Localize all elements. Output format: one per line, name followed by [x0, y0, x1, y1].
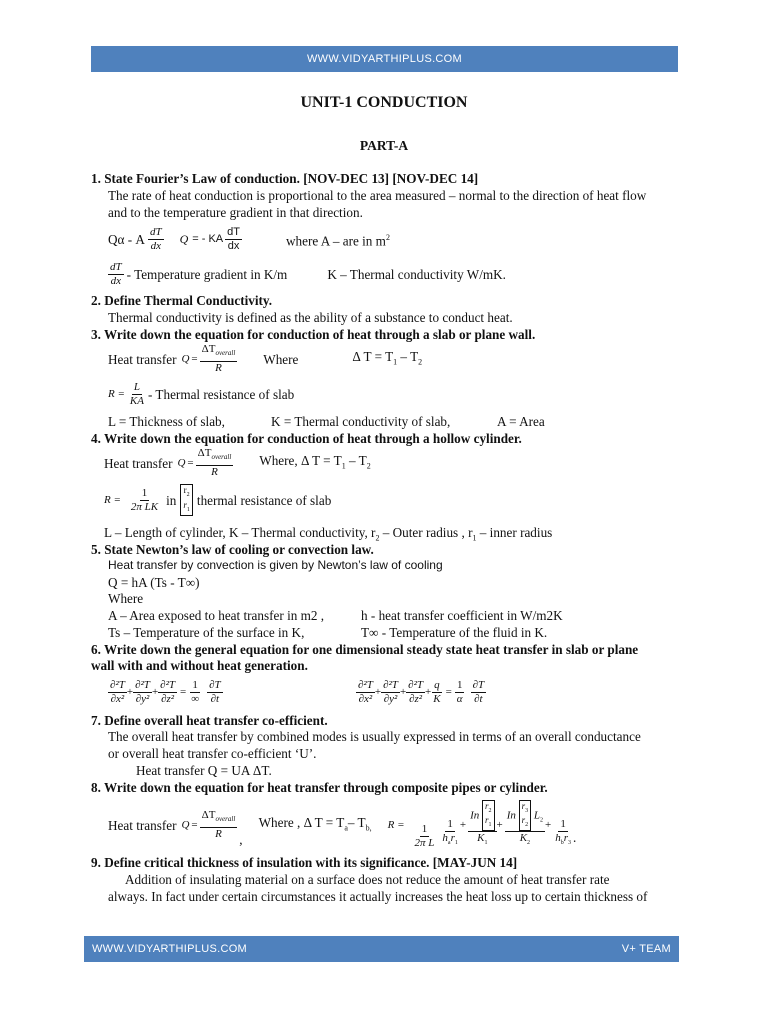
- q5-line1: Heat transfer by convection is given by Newton’s law of cooling: [108, 558, 443, 572]
- q1-gradient-line: [108, 258, 506, 290]
- q4-thermal-res-text: thermal resistance of slab: [196, 492, 332, 508]
- q6-frac-zz-2: $\frac{\text{∂²T}}{\text{∂z²}}$: [408, 678, 424, 705]
- q1-question: State Fourier’s Law of conduction. [NOV-DEC 13] [NOV-DEC 14]: [104, 171, 479, 186]
- q1-gradient-text: - Temperature gradient in K/m: [126, 266, 288, 282]
- q6-eq-without-gen: $\frac{\text{∂²T}}{\text{∂x²}}$ + $\frac{\text{∂²T}}{\text{∂y²}}$ + $\frac{\text{∂²T}}{\text{∂z²}}$ = $\frac{1}{\infty}$ $\frac{\partial T}{\partial t}$: [110, 678, 221, 705]
- q3-resistance: R = $\frac{L}{KA}$ - Thermal resistance of slab: [108, 380, 295, 407]
- q8-frac-k2: In $r_3$ $r_2$ $L_2$ $K_2$: [506, 800, 544, 847]
- q1-frac-dtdx: $\frac{dT}{dx}$: [149, 225, 162, 252]
- q5-heading: 5. State Newton’s law of cooling or convection law.: [91, 542, 374, 557]
- q9-line2: always. In fact under certain circumstances it actually increases the heat loss up to certain thickness of: [108, 889, 648, 904]
- q4-heat-transfer-label: Heat transfer: [104, 455, 173, 471]
- q8-equation: Heat transfer Q = $\frac{\Delta T_{overall}}{R}$ , Where , Δ $T = T_a-$ $T_{b,}$ R = $\frac{1}{\text{2π L}}$ $\frac{1}{h_ar_1}$ + In $r_2$ $r_1$ $K_1$ + In $r_3$ $r_2$ $L_2$ $K_2$ + $\frac{1}{h_br_3}$ .: [108, 800, 577, 849]
- q2-heading: 2. Define Thermal Conductivity.: [91, 293, 273, 308]
- q5-line2: Q = hA (Ts - T∞): [108, 575, 200, 590]
- q6-frac-xx-2: $\frac{\text{∂²T}}{\text{∂x²}}$: [358, 678, 373, 705]
- q9-heading: 9. Define critical thickness of insulation with its significance. [MAY-JUN 14]: [91, 855, 518, 870]
- q6-frac-yy-2: $\frac{\text{∂²T}}{\text{∂y²}}$: [383, 678, 398, 705]
- q8-frac-hb: $\frac{1}{h_br_3}$: [555, 817, 572, 846]
- q8-frac-ha: $\frac{1}{h_ar_1}$: [442, 817, 458, 846]
- q4-defs: L – Length of cylinder, K – Thermal conductivity, $r_2$ – Outer radius , $r_1$ – inner radius: [104, 525, 553, 543]
- q7-line1: The overall heat transfer by combined modes is usually expressed in terms of an overall conductance: [108, 729, 641, 744]
- q8-frac-one-2pil: $\frac{1}{\text{2π L}}$: [414, 823, 435, 849]
- q8-where: Where , Δ $T = T_a-$ $T_{b,}$: [258, 814, 372, 833]
- q6-eq-with-gen: $\frac{\text{∂²T}}{\text{∂x²}}$ + $\frac{\text{∂²T}}{\text{∂y²}}$ + $\frac{\text{∂²T}}{\text{∂z²}}$ + $\frac{q}{K}$ = $\frac{1}{\alpha}$ $\frac{\partial T}{\partial t}$: [358, 678, 485, 705]
- q2-answer: Thermal conductivity is defined as the ability of a substance to conduct heat.: [108, 310, 513, 325]
- q4-frac-one-2pilk: $\frac{1}{\text{2π LK}}$: [130, 486, 159, 513]
- q1-k-def: K – Thermal conductivity W/mK.: [327, 266, 506, 282]
- q4-equation: Heat transfer Q = $\frac{\Delta T_{overall}}{R}$ Where, Δ $T = T_1 - T_2$: [104, 447, 371, 478]
- q4-ratio-bracket: $r_2$ $r_1$: [180, 484, 193, 516]
- q3-thermal-res-text: - Thermal resistance of slab: [147, 386, 295, 402]
- q4-frac-dt-r: $\frac{\Delta T_{overall}}{R}$: [197, 447, 232, 478]
- q1-answer-line1: The rate of heat conduction is proportional to the area measured – normal to the direction of heat flow: [108, 188, 647, 203]
- q6-frac-zz: $\frac{\text{∂²T}}{\text{∂z²}}$: [160, 678, 176, 705]
- q4-heading: 4. Write down the equation for conduction of heat through a hollow cylinder.: [91, 431, 522, 446]
- q8-frac-dt-r: $\frac{\Delta T_{overall}}{R}$: [201, 809, 236, 840]
- q4-resistance: R = $\frac{1}{\text{2π LK}}$ in $r_2$ $r_1$ thermal resistance of slab: [104, 481, 331, 519]
- footer-banner: [84, 936, 679, 962]
- q6-frac-dtdt: $\frac{\partial T}{\partial t}$: [209, 678, 221, 705]
- page-title: UNIT-1 CONDUCTION: [300, 94, 468, 111]
- q1-frac-dtdx-2: $\frac{dT}{dx}$: [227, 225, 240, 252]
- q7-line2: or overall heat transfer co-efficient ‘U’.: [108, 746, 317, 761]
- q6-frac-dtdt-2: $\frac{\partial T}{\partial t}$: [472, 678, 485, 705]
- q3-where: Where: [263, 351, 299, 367]
- q6-frac-one-alpha: $\frac{1}{\alpha}$: [456, 678, 463, 705]
- q6-frac-xx: $\frac{\text{∂²T}}{\text{∂x²}}$: [110, 678, 125, 705]
- q6-heading-line2: wall with and without heat generation.: [91, 658, 308, 673]
- q1-frac-gradient: $\frac{dT}{dx}$: [110, 260, 122, 287]
- q6-frac-yy: $\frac{\text{∂²T}}{\text{∂y²}}$: [135, 678, 150, 705]
- q7-heading: 7. Define overall heat transfer co-efficient.: [91, 713, 328, 728]
- footer-site-link[interactable]: WWW.VIDYARTHIPLUS.COM: [92, 942, 248, 955]
- q5-line5a: Ts – Temperature of the surface in K,: [108, 625, 305, 640]
- q3-k-def: K = Thermal conductivity of slab,: [271, 414, 451, 429]
- q3-heading: 3. Write down the equation for conduction of heat through a slab or plane wall.: [91, 327, 536, 342]
- q1-eq-ka: = - KA: [192, 232, 224, 245]
- q1-where: where A – are in $m^2$: [285, 232, 390, 249]
- q5-line4b: h - heat transfer coefficient in W/m2K: [361, 608, 563, 623]
- q8-frac-k1: In $r_2$ $r_1$ $K_1$: [468, 800, 496, 851]
- q3-heat-transfer-label: Heat transfer: [108, 351, 177, 367]
- q5-line4a: A – Area exposed to heat transfer in m2 ,: [108, 608, 325, 623]
- q6-heading-line1: 6. Write down the general equation for one dimensional steady state heat transfer in slab or plane: [91, 642, 639, 657]
- header-site-link[interactable]: WWW.VIDYARTHIPLUS.COM: [306, 52, 462, 65]
- q3-frac-l-ka: $\frac{L}{KA}$: [129, 380, 144, 407]
- footer-team: V+ TEAM: [621, 942, 671, 955]
- q6-frac-one-inf: $\frac{1}{\infty}$: [191, 678, 200, 705]
- q3-l-def: L = Thickness of slab,: [108, 414, 225, 429]
- q3-a-def: A = Area: [497, 414, 545, 429]
- q4-where: Where, Δ $T = T_1 - T_2$: [259, 452, 371, 471]
- header-banner: [91, 46, 678, 72]
- q4-ln: in: [166, 492, 177, 508]
- part-heading: PART-A: [359, 138, 409, 153]
- q1-eq-proportional: Qα - A: [108, 231, 145, 247]
- q5-line3: Where: [108, 591, 144, 606]
- q5-line5b: T∞ - Temperature of the fluid in K.: [361, 625, 548, 640]
- q8-heading: 8. Write down the equation for heat transfer through composite pipes or cylinder.: [91, 780, 548, 795]
- q3-equation: Heat transfer Q = $\frac{\Delta T_{overall}}{R}$ Where Δ $T = T_1 - T_2$: [108, 343, 423, 374]
- q1-answer-line2: and to the temperature gradient in that direction.: [108, 205, 363, 220]
- q1-equation: [108, 222, 390, 256]
- q1-eq-q: Q: [179, 231, 189, 246]
- q9-line1: Addition of insulating material on a surface does not reduce the amount of heat transfer rate: [125, 872, 610, 887]
- q8-heat-transfer-label: Heat transfer: [108, 817, 177, 833]
- q3-delta-t: Δ $T = T_1 - T_2$: [352, 348, 423, 367]
- q1-heading: [91, 170, 478, 187]
- q6-frac-q-k: $\frac{q}{K}$: [433, 678, 441, 705]
- q1-number: 1.: [91, 171, 101, 186]
- q7-line3: Heat transfer Q = UA ΔT.: [136, 763, 272, 778]
- q3-frac-dt-r: $\frac{\Delta T_{overall}}{R}$: [201, 343, 236, 374]
